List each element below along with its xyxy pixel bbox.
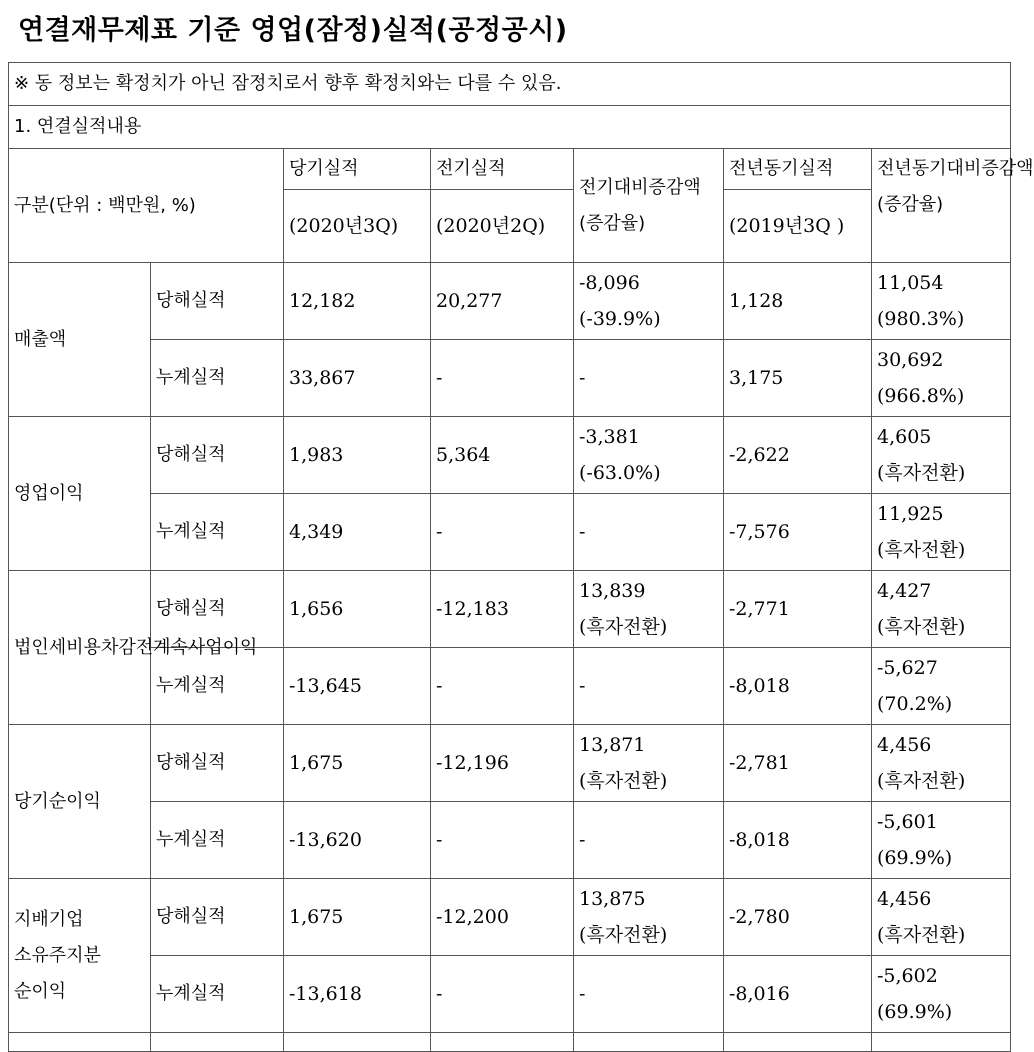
cell-yoy-change [872, 340, 1011, 417]
cell-qoq [574, 879, 724, 956]
table-row [9, 571, 1011, 648]
cell-qoq [574, 571, 724, 648]
table-row [9, 417, 1011, 494]
yoy-change-value: -5,602 [877, 965, 938, 987]
yoy-rate: (흑자전환) [877, 539, 966, 561]
qoq-value: - [579, 675, 586, 697]
cell-yoy: -2,771 [724, 571, 872, 648]
yoy-change-value: -5,601 [877, 811, 938, 833]
cell-qoq [574, 802, 724, 879]
row-type: 누계실적 [151, 648, 284, 725]
cell-current: -13,645 [284, 648, 431, 725]
empty-cell [574, 1033, 724, 1052]
cell-yoy-change [872, 956, 1011, 1033]
empty-cell [9, 1033, 151, 1052]
row-group-name: 매출액 [9, 263, 151, 417]
table-body [9, 263, 1011, 1052]
table-row-cutoff [9, 1033, 1011, 1052]
qoq-value: -3,381 [579, 426, 640, 448]
table-row [9, 725, 1011, 802]
cell-qoq [574, 263, 724, 340]
cell-yoy-change [872, 263, 1011, 340]
qoq-value: - [579, 983, 586, 1005]
table-row [9, 956, 1011, 1033]
table-row [9, 263, 1011, 340]
yoy-rate: (흑자전환) [877, 616, 966, 638]
cell-yoy: 1,128 [724, 263, 872, 340]
qoq-rate: (흑자전환) [579, 924, 668, 946]
yoy-change-value: 30,692 [877, 349, 944, 371]
row-group-name: 지배기업 소유주지분 순이익 [9, 879, 151, 1033]
cell-current: 33,867 [284, 340, 431, 417]
row-type: 누계실적 [151, 340, 284, 417]
row-group-name: 영업이익 [9, 417, 151, 571]
table-row [9, 494, 1011, 571]
qoq-value: 13,871 [579, 734, 646, 756]
cell-current: 1,983 [284, 417, 431, 494]
page-title: 연결재무제표 기준 영업(잠정)실적(공정공시) [18, 15, 568, 46]
row-group-name: 당기순이익 [9, 725, 151, 879]
row-type: 당해실적 [151, 571, 284, 648]
cell-current: -13,620 [284, 802, 431, 879]
yoy-rate: (흑자전환) [877, 770, 966, 792]
qoq-rate: (-63.0%) [579, 462, 661, 484]
header-yoy-period: (2019년3Q ) [724, 190, 872, 263]
cell-prev: - [431, 494, 574, 571]
cell-qoq [574, 648, 724, 725]
cell-current: -13,618 [284, 956, 431, 1033]
header-current-period: (2020년3Q) [284, 190, 431, 263]
cell-prev: 20,277 [431, 263, 574, 340]
header-prev-label: 전기실적 [431, 149, 574, 190]
cell-yoy: -8,016 [724, 956, 872, 1033]
cell-yoy-change [872, 725, 1011, 802]
cell-yoy: -2,781 [724, 725, 872, 802]
header-yoy-label: 전년동기실적 [724, 149, 872, 190]
header-yoy-change-label: 전년동기대비증감액(증감율) [872, 149, 1011, 263]
qoq-value: 13,839 [579, 580, 646, 602]
cell-qoq [574, 340, 724, 417]
cell-current: 12,182 [284, 263, 431, 340]
earnings-table [8, 62, 1034, 1052]
cell-yoy: -2,622 [724, 417, 872, 494]
cell-yoy: -8,018 [724, 648, 872, 725]
cell-prev: - [431, 648, 574, 725]
cell-yoy-change [872, 802, 1011, 879]
row-type: 누계실적 [151, 494, 284, 571]
qoq-value: - [579, 521, 586, 543]
cell-qoq [574, 956, 724, 1033]
cell-qoq [574, 494, 724, 571]
header-current-label: 당기실적 [284, 149, 431, 190]
yoy-rate: (흑자전환) [877, 462, 966, 484]
yoy-rate: (흑자전환) [877, 924, 966, 946]
yoy-change-value: 4,456 [877, 734, 932, 756]
row-type: 누계실적 [151, 956, 284, 1033]
yoy-change-value: 11,054 [877, 272, 944, 294]
cell-qoq [574, 417, 724, 494]
qoq-value: 13,875 [579, 888, 646, 910]
empty-cell [284, 1033, 431, 1052]
cell-yoy-change [872, 494, 1011, 571]
row-type: 당해실적 [151, 263, 284, 340]
qoq-value: - [579, 829, 586, 851]
yoy-rate: (69.9%) [877, 847, 953, 869]
qoq-rate: (흑자전환) [579, 770, 668, 792]
empty-cell [872, 1033, 1011, 1052]
yoy-change-value: 4,427 [877, 580, 932, 602]
row-type: 누계실적 [151, 802, 284, 879]
header-category: 구분(단위 : 백만원, %) [9, 149, 284, 263]
yoy-rate: (966.8%) [877, 385, 965, 407]
qoq-value: -8,096 [579, 272, 640, 294]
cell-prev: -12,196 [431, 725, 574, 802]
yoy-rate: (70.2%) [877, 693, 953, 715]
table-row [9, 340, 1011, 417]
cell-yoy: -2,780 [724, 879, 872, 956]
table-row [9, 879, 1011, 956]
row-type: 당해실적 [151, 725, 284, 802]
cell-current: 1,675 [284, 725, 431, 802]
cell-prev: - [431, 956, 574, 1033]
table-row [9, 802, 1011, 879]
qoq-rate: (-39.9%) [579, 308, 661, 330]
qoq-value: - [579, 367, 586, 389]
cell-yoy-change [872, 417, 1011, 494]
qoq-rate: (흑자전환) [579, 616, 668, 638]
yoy-rate: (69.9%) [877, 1001, 953, 1023]
row-group-name: 법인세비용차감전계속사업이익 [9, 571, 151, 725]
cell-yoy-change [872, 571, 1011, 648]
yoy-rate: (980.3%) [877, 308, 965, 330]
cell-prev: -12,200 [431, 879, 574, 956]
cell-yoy: 3,175 [724, 340, 872, 417]
cell-prev: -12,183 [431, 571, 574, 648]
cell-current: 1,675 [284, 879, 431, 956]
cell-yoy-change [872, 879, 1011, 956]
empty-cell [151, 1033, 284, 1052]
yoy-change-value: 11,925 [877, 503, 944, 525]
disclaimer-note: ※ 동 정보는 확정치가 아닌 잠정치로서 향후 확정치와는 다를 수 있음. [9, 63, 1011, 106]
cell-current: 1,656 [284, 571, 431, 648]
cell-yoy-change [872, 648, 1011, 725]
empty-cell [431, 1033, 574, 1052]
yoy-change-value: 4,605 [877, 426, 932, 448]
cell-current: 4,349 [284, 494, 431, 571]
section-title: 1. 연결실적내용 [9, 106, 1011, 149]
yoy-change-value: 4,456 [877, 888, 932, 910]
table-row [9, 648, 1011, 725]
empty-cell [724, 1033, 872, 1052]
cell-prev: - [431, 340, 574, 417]
cell-prev: 5,364 [431, 417, 574, 494]
cell-prev: - [431, 802, 574, 879]
row-type: 당해실적 [151, 417, 284, 494]
cell-yoy: -8,018 [724, 802, 872, 879]
header-prev-period: (2020년2Q) [431, 190, 574, 263]
row-type: 당해실적 [151, 879, 284, 956]
yoy-change-value: -5,627 [877, 657, 938, 679]
cell-qoq [574, 725, 724, 802]
cell-yoy: -7,576 [724, 494, 872, 571]
header-qoq-label: 전기대비증감액(증감율) [574, 149, 724, 263]
